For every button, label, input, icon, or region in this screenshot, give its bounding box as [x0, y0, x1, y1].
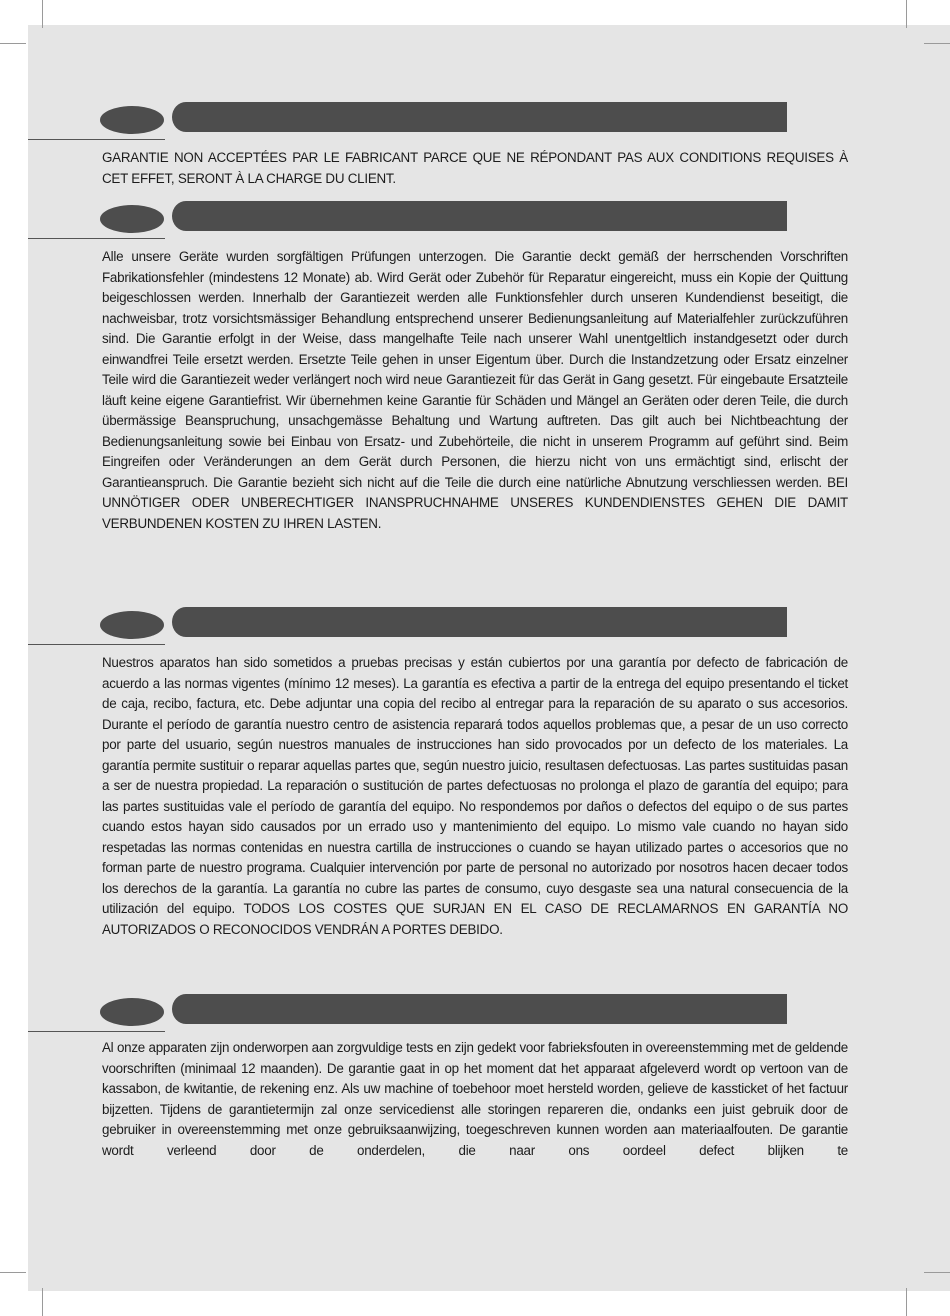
section-header-nl: [0, 994, 950, 1038]
header-rule: [28, 139, 165, 140]
section-text-es: Nuestros aparatos han sido sometidos a pruebas precisas y están cubiertos por una garantía por defecto de fabricación de acuerdo a las normas vigentes (mínimo 12 meses). La garantía es efectiva a partir de la entrega del equipo presentando el ticket de caja, recibo, factura, etc. Debe adjuntar una copia del recibo al entregar para la reparación de su aparato o sus accesorios. Durante el período de garantía nuestro centro de asistencia reparará todos aquellos problemas que, a pesar de un uso correcto por parte del usuario, según nuestros manuales de instrucciones han sido provocados por un defecto de los materiales. La garantía permite sustituir o reparar aquellas partes que, según nuestro juicio, resultasen defectuosas. Las partes sustituidas pasan a ser de nuestra propiedad. La reparación o sustitución de partes defectuosas no prolonga el plazo de garantía del equipo; para las partes sustituidas vale el período de garantía del equipo. No respondemos por daños o defectos del equipo o de sus partes cuando estos hayan sido causados por un errado uso y mantenimiento del equipo. Lo mismo vale cuando no hayan sido respetadas las normas contenidas en nuestra cartilla de instrucciones o cuando se hayan utilizado partes o accesorios que no forman parte de nuestro programa. Cualquier intervención por parte de personal no autorizado por nosotros hacen decaer todos los derechos de la garantía. La garantía no cubre las partes de consumo, cuyo desgaste sea una natural consecuencia de la utilización del equipo. TODOS LOS COSTES QUE SURJAN EN EL CASO DE RECLAMARNOS EN GARANTÍA NO AUTORIZADOS O RECONOCIDOS VENDRÁN A PORTES DEBIDO.: [102, 655, 848, 937]
crop-mark-top-left-h: [0, 43, 26, 44]
section-header-de: [0, 201, 950, 245]
header-bar: [172, 201, 787, 231]
header-rule: [28, 238, 165, 239]
header-bar: [172, 607, 787, 637]
header-rule: [28, 644, 165, 645]
section-header-fr: [0, 102, 950, 146]
section-text-nl: Al onze apparaten zijn onderworpen aan zorgvuldige tests en zijn gedekt voor fabrieksfouten in overeenstemming met de geldende voorschriften (minimaal 12 maanden). De garantie gaat in op het moment dat het apparaat afgeleverd wordt op vertoon van de kassabon, de kwitantie, de rekening enz. Als uw machine of toebehoor moet hersteld worden, gelieve de kassticket of het factuur bijzetten. Tijdens de garantietermijn zal onze servicedienst alle storingen repareren die, ondanks een juist gebruik door de gebruiker in overeenstemming met onze gebruiksaanwijzing, toegeschreven kunnen worden aan materiaalfouten. De garantie wordt verleend door de onderdelen, die naar ons oordeel defect blijken te: [102, 1040, 848, 1158]
header-bar: [172, 102, 787, 132]
header-bar: [172, 994, 787, 1024]
section-header-es: [0, 607, 950, 651]
language-flag-oval: [100, 106, 164, 134]
language-flag-oval: [100, 205, 164, 233]
crop-mark-top-right: [906, 0, 907, 28]
section-text-de: Alle unsere Geräte wurden sorgfältigen Prüfungen unterzogen. Die Garantie deckt gemäß der herrschenden Vorschriften Fabrikationsfehler (mindestens 12 Monate) ab. Wird Gerät oder Zubehör für Reparatur eingereicht, muss ein Kopie der Quittung beigeschlossen werden. Innerhalb der Garantiezeit werden alle Funktionsfehler durch unseren Kundendienst beseitigt, die nachweisbar, trotz vorsichtsmässiger Behandlung entsprechend unserer Bedienungsanleitung auf Materialfehler zurückzuführen sind. Die Garantie erfolgt in der Weise, dass mangelhafte Teile nach unserer Wahl unentgeltlich instandgesetzt oder durch einwandfrei Teile ersetzt werden. Ersetzte Teile gehen in unser Eigentum über. Durch die Instandzetzung oder Ersatz einzelner Teile wird die Garantiezeit weder verlängert noch wird neue Garantiezeit für das Gerät in Gang gesetzt. Für eingebaute Ersatzteile läuft keine eigene Garantiefrist. Wir übernehmen keine Garantie für Schäden und Mängel an Geräten oder deren Teile, die durch übermässige Beanspruchung, unsachgemässe Behaltung und Wartung auftreten. Das gilt auch bei Nichtbeachtung der Bedienungsanleitung sowie bei Einbau von Ersatz- und Zubehörteile, die nicht in unserem Programm auf geführt sind. Beim Eingreifen oder Veränderungen an dem Gerät durch Personen, die hierzu nicht von uns ermächtigt sind, erlischt der Garantieanspruch. Die Garantie bezieht sich nicht auf die Teile die durch eine natürliche Abnutzung verschliessen werden. BEI UNNÖTIGER ODER UNBERECHTIGER INANSPRUCHNAHME UNSERES KUNDENDIENSTES GEHEN DIE DAMIT VERBUNDENEN KOSTEN ZU IHREN LASTEN.: [102, 249, 848, 531]
crop-mark-top-right-h: [924, 43, 950, 44]
crop-mark-top-left: [42, 0, 43, 28]
header-rule: [28, 1031, 165, 1032]
crop-mark-bottom-right-h: [924, 1272, 950, 1273]
crop-mark-bottom-right: [906, 1288, 907, 1316]
crop-mark-bottom-left: [42, 1288, 43, 1316]
language-flag-oval: [100, 998, 164, 1026]
language-flag-oval: [100, 611, 164, 639]
section-text-fr: GARANTIE NON ACCEPTÉES PAR LE FABRICANT PARCE QUE NE RÉPONDANT PAS AUX CONDITIONS REQUISES À CET EFFET, SERONT À LA CHARGE DU CLIENT.: [102, 150, 848, 186]
crop-mark-bottom-left-h: [0, 1272, 26, 1273]
